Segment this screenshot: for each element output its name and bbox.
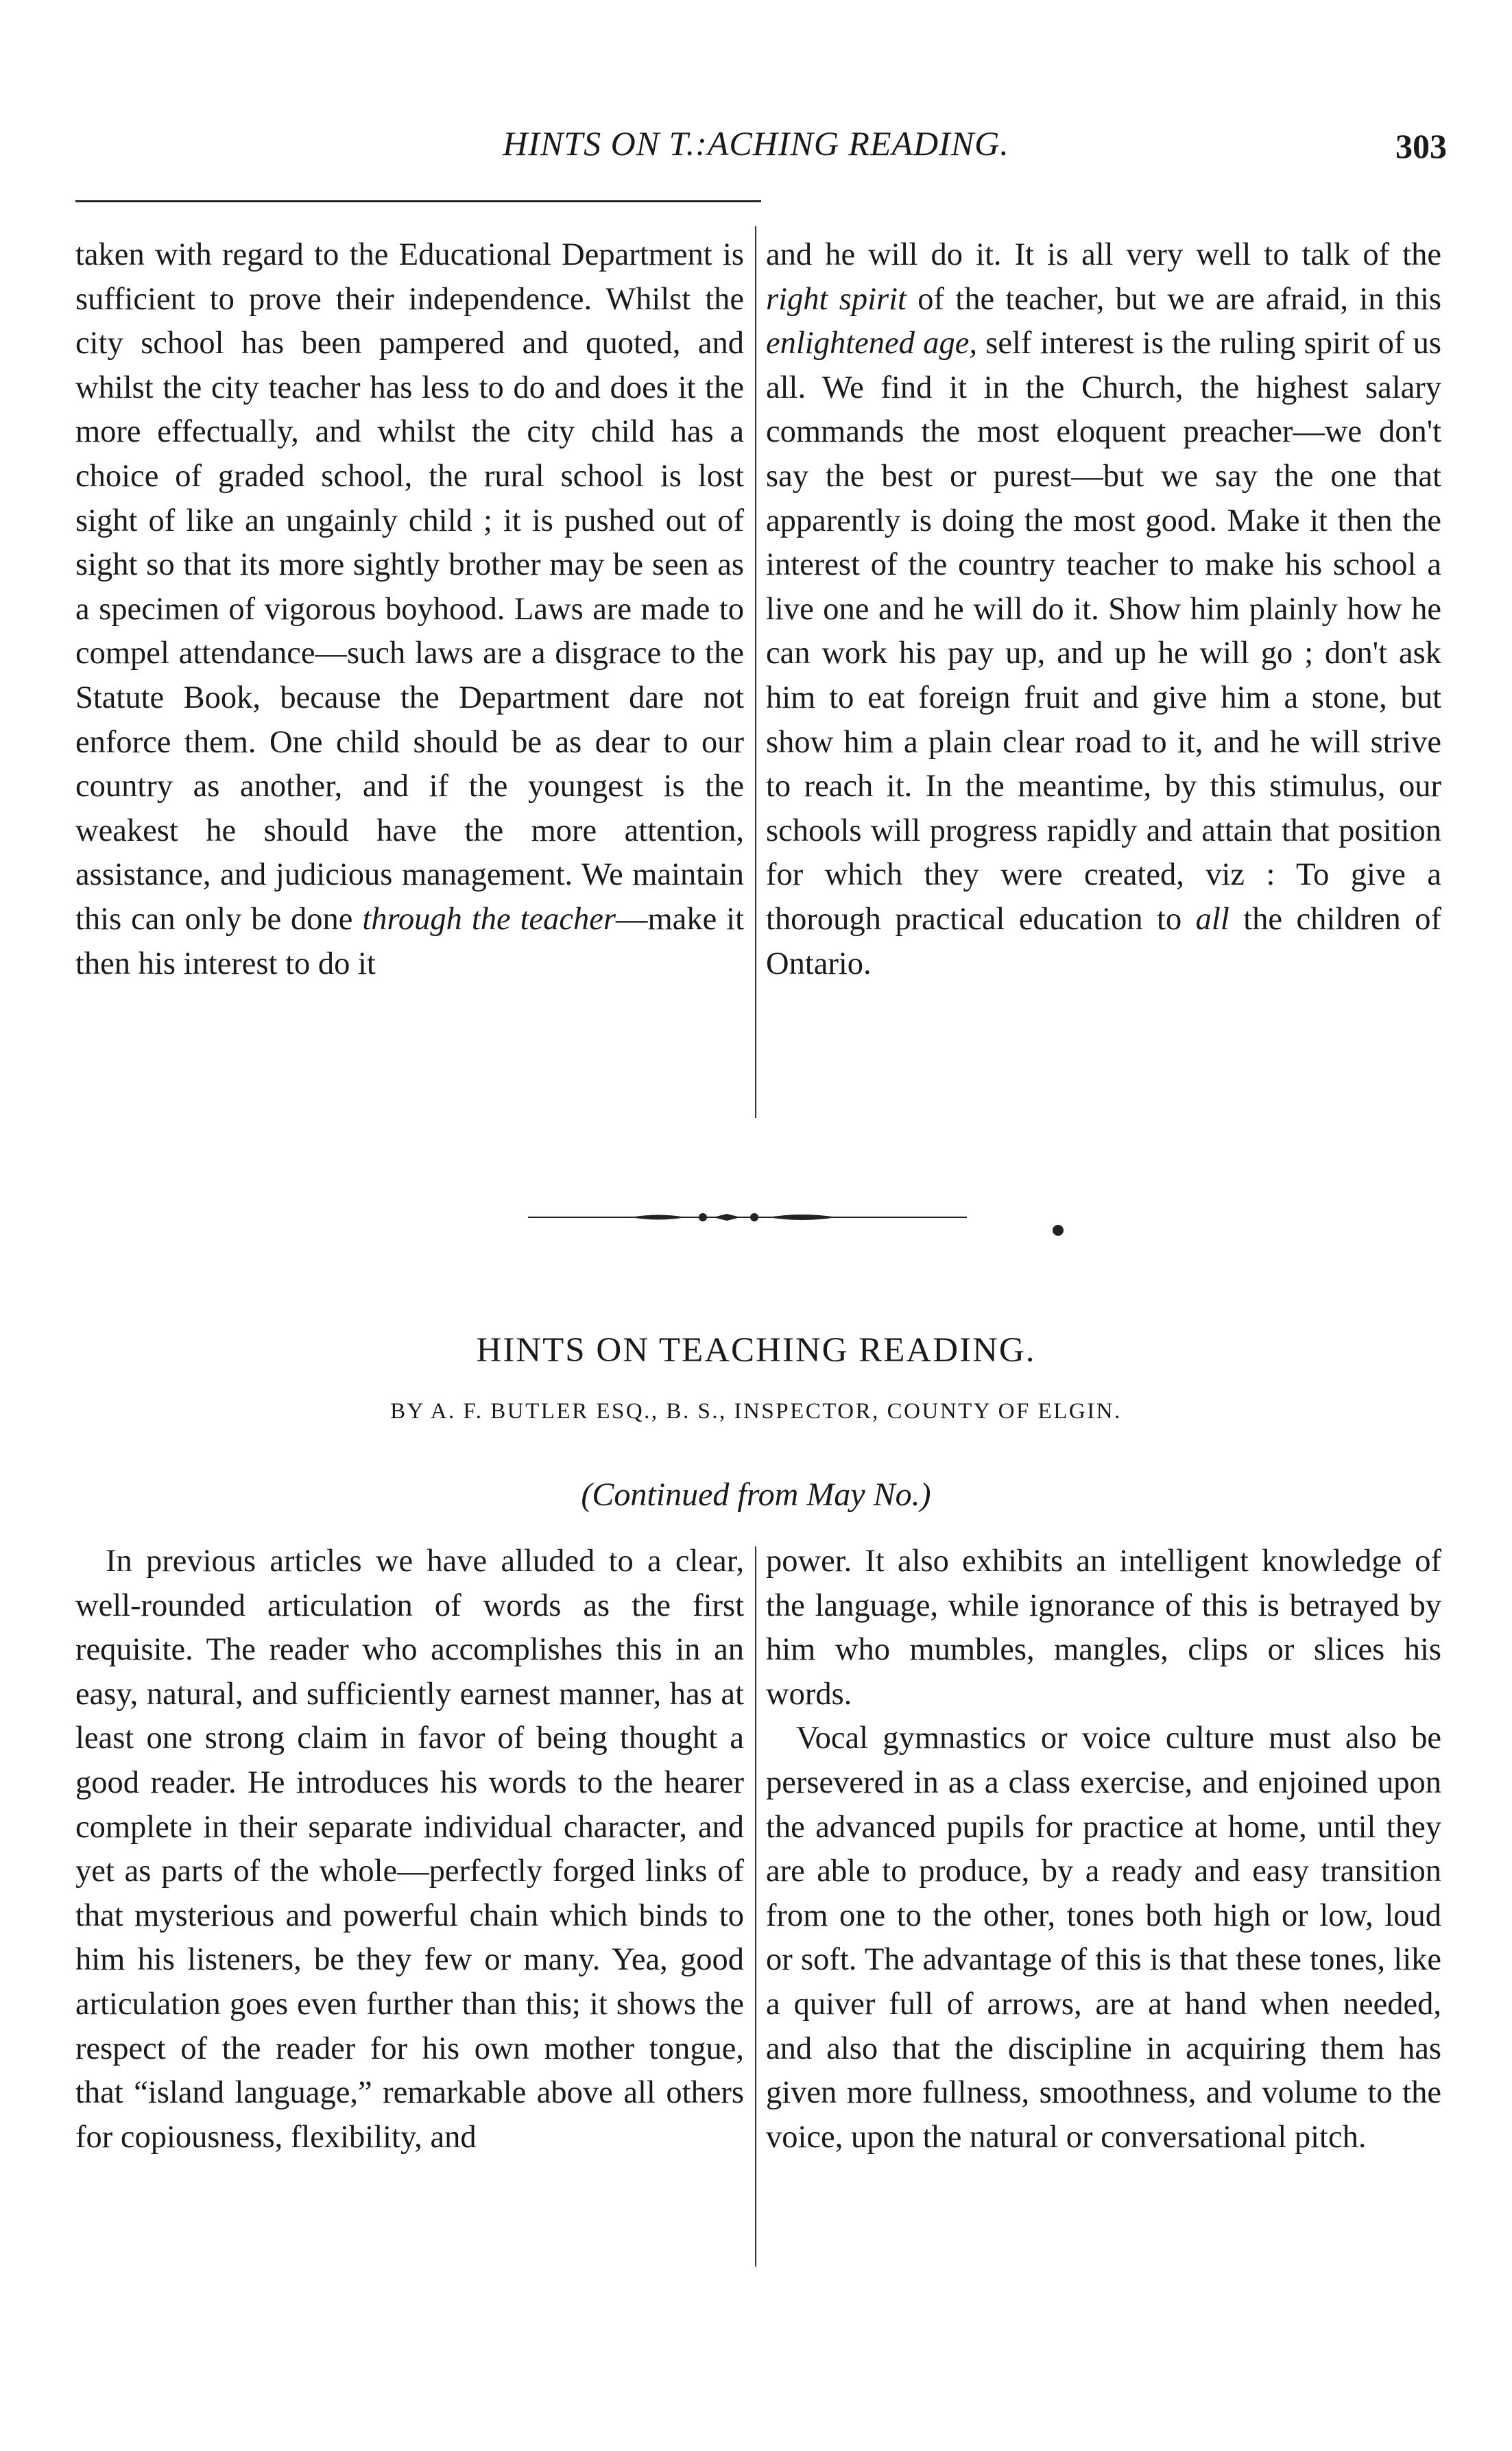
top-left-column — [75, 233, 744, 986]
column-divider-bottom — [755, 1546, 756, 2267]
bottom-right-column — [766, 1540, 1441, 2160]
continued-note: (Continued from May No.) — [581, 1476, 931, 1513]
top-right-column — [766, 233, 1441, 986]
ornament-divider — [528, 1210, 967, 1224]
top-left-paragraph: taken with regard to the Educational Department is sufficient to prove their independence. Whilst the city school has been pampered and quoted, and whilst the city teacher has less to do and does it the more effectually, and whilst the city child has a choice of graded school, the rural school is lost sight of like an ungainly child ; it is pushed out of sight so that its more sightly brother may be seen as a specimen of vigorous boyhood. Laws are made to compel attendance—such laws are a disgrace to the Statute Book, because the Department dare not enforce them. One child should be as dear to our country as another, and if the youngest is the weakest he should have the more attention, assistance, and judicious management. We maintain this can only be done through the teacher—make it then his interest to do it — [75, 237, 744, 981]
running-title: HINTS ON T.:ACHING READING. — [503, 124, 1009, 163]
bottom-left-paragraph: In previous articles we have alluded to a clear, well-rounded articulation of words as the first requisite. The reader who accomplishes this in an easy, natural, and sufficiently earnest manner, has at least one strong claim in favor of being thought a good reader. He introduces his words to the hearer complete in their separate individual character, and yet as parts of the whole—perfectly forged links of that mysterious and powerful chain which binds to him his listeners, be they few or many. Yea, good articulation goes even further than this; it shows the respect of the reader for his own mother tongue, that “island language,” remarkable above all others for copiousness, flexibility, and — [75, 1544, 744, 2155]
ornament-dot — [1053, 1225, 1064, 1236]
bottom-right-paragraph-2: Vocal gymnastics or voice culture must also be persevered in as a class exercise, and enjoined upon the advanced pupils for practice at home, until they are able to produce, by a ready and easy transition from one to the other, tones both high or low, loud or soft. The advantage of this is that these tones, like a quiver full of arrows, are at hand when needed, and also that the discipline in acquiring them has given more fullness, smoothness, and volume to the voice, upon the natural or conversational pitch. — [766, 1721, 1441, 2155]
page-number: 303 — [1395, 127, 1447, 165]
emphasis-all: all — [1195, 901, 1229, 937]
bottom-left-column — [75, 1540, 744, 2160]
running-head — [0, 123, 1512, 171]
article-byline: BY A. F. BUTLER ESQ., B. S., INSPECTOR, COUNTY OF ELGIN. — [390, 1399, 1122, 1424]
header-rule — [75, 200, 761, 202]
emphasis-enlightened-age: enlightened age, — [766, 326, 977, 361]
bottom-right-paragraph-1: power. It also exhibits an intelligent knowledge of the language, while ignorance of this is betrayed by him who mumbles, mangles, clips or slices his words. — [766, 1544, 1441, 1712]
emphasis-right-spirit: right spirit — [766, 281, 907, 317]
top-right-paragraph: and he will do it. It is all very well to talk of the right spirit of the teacher, but we are afraid, in this enlightened age, self interest is the ruling spirit of us all. We find it in the Church, the highest salary commands the most eloquent preacher—we don't say the best or purest—but we say the one that apparently is doing the most good. Make it then the interest of the country teacher to make his school a live one and he will do it. Show him plainly how he can work his pay up, and up he will go ; don't ask him to eat foreign fruit and give him a stone, but show him a plain clear road to it, and he will strive to reach it. In the meantime, by this stimulus, our schools will progress rapidly and attain that position for which they were created, viz : To give a thorough practical education to all the children of Ontario. — [766, 237, 1441, 981]
article-title: HINTS ON TEACHING READING. — [476, 1331, 1036, 1370]
emphasis-through-the-teacher: through the teacher — [362, 901, 616, 937]
column-divider — [755, 226, 756, 1118]
